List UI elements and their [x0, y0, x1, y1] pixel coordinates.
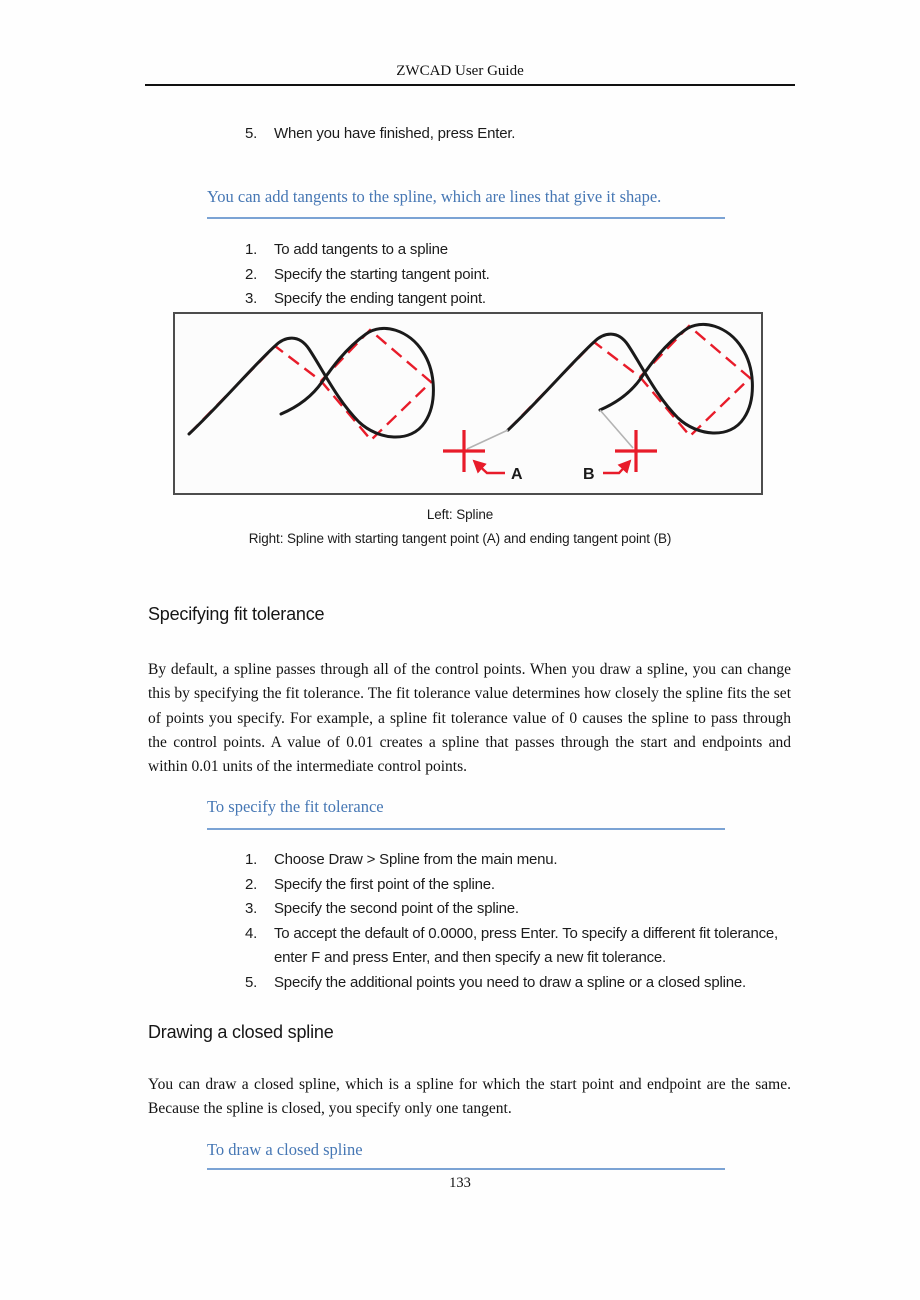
step-number: 3.: [245, 290, 258, 307]
procedure-heading-specify-fit-tolerance: To specify the fit tolerance: [207, 797, 384, 816]
step-text: To add tangents to a spline: [274, 241, 448, 258]
section-title-closed-spline: Drawing a closed spline: [148, 1022, 334, 1042]
list-item: [245, 287, 805, 312]
label-a: A: [511, 466, 523, 483]
step-number: 5.: [245, 973, 258, 991]
procedure-rule: [207, 828, 725, 830]
step-number: 1.: [245, 241, 258, 258]
step-number: 5.: [245, 125, 258, 142]
list-item: [245, 873, 797, 898]
left-spline-group: [189, 328, 433, 440]
callout-arrow-a: [474, 461, 505, 473]
spline-figure-svg: [175, 314, 761, 493]
body-paragraph-fit-tolerance: By default, a spline passes through all of the control points. When you draw a spline, you can change this by specifying the fit tolerance. The fit tolerance value determines how closely the spline fits the set of points you specify. For example, a spline fit tolerance value of 0 causes the spline to pass through the control points. A value of 0.01 creates a spline that passes through the start and endpoints and within 0.01 units of the intermediate control points.: [148, 661, 791, 776]
list-item: [245, 848, 797, 873]
list-item: [245, 263, 805, 288]
spline-figure: [173, 312, 763, 495]
step-number: 3.: [245, 900, 258, 917]
list-item: [245, 922, 797, 971]
numbered-list-fit-tolerance: [245, 848, 797, 995]
list-item: [245, 897, 797, 922]
control-polygon-dashed: [508, 326, 750, 436]
page-number: 133: [449, 1175, 471, 1191]
numbered-step: [245, 122, 805, 147]
step-number: 1.: [245, 851, 258, 868]
header-rule: [145, 84, 795, 86]
right-spline-group: [443, 324, 752, 483]
step-number: 2.: [245, 875, 258, 893]
leader-line-b: [600, 410, 633, 448]
step-text: Specify the first point of the spline.: [274, 875, 495, 893]
step-text: Specify the additional points you need to draw a spline or a closed spline.: [274, 973, 746, 991]
step-text: Choose Draw > Spline from the main menu.: [274, 851, 558, 868]
step-number: 4.: [245, 924, 258, 942]
spline-curve: [508, 324, 752, 433]
procedure-heading-draw-closed-spline: To draw a closed spline: [207, 1140, 363, 1159]
step-number: 2.: [245, 265, 258, 283]
tangent-point-b-marker: [615, 430, 657, 472]
step-text: Specify the second point of the spline.: [274, 900, 519, 917]
figure-caption-line1: Left: Spline: [426, 507, 494, 522]
figure-caption-line2: Right: Spline with starting tangent point (A) and ending tangent point (B): [248, 531, 672, 546]
label-b: B: [583, 466, 595, 483]
list-item: [245, 238, 805, 263]
section-title-fit-tolerance: Specifying fit tolerance: [148, 604, 325, 624]
numbered-list-add-tangents: [245, 238, 805, 312]
step-text: Specify the starting tangent point.: [274, 265, 490, 283]
procedure-rule: [207, 1168, 725, 1170]
list-item: [245, 971, 797, 996]
control-polygon-dashed: [189, 330, 431, 440]
body-paragraph-closed-spline: You can draw a closed spline, which is a spline for which the start point and endpoint are the same. Because the spline is closed, you specify only one tangent.: [148, 1076, 791, 1118]
spline-curve: [189, 328, 433, 437]
callout-arrow-b: [603, 461, 630, 473]
step-text: Specify the ending tangent point.: [274, 290, 486, 307]
step-text: When you have finished, press Enter.: [274, 125, 516, 142]
page-header-title: ZWCAD User Guide: [396, 63, 524, 79]
procedure-heading-add-tangents: You can add tangents to the spline, which are lines that give it shape.: [207, 187, 662, 206]
step-text: To accept the default of 0.0000, press Enter. To specify a different fit tolerance, enter F and press Enter, and then specify a new fit tolerance.: [274, 924, 778, 966]
leader-line-a: [467, 430, 508, 449]
procedure-rule: [207, 217, 725, 219]
